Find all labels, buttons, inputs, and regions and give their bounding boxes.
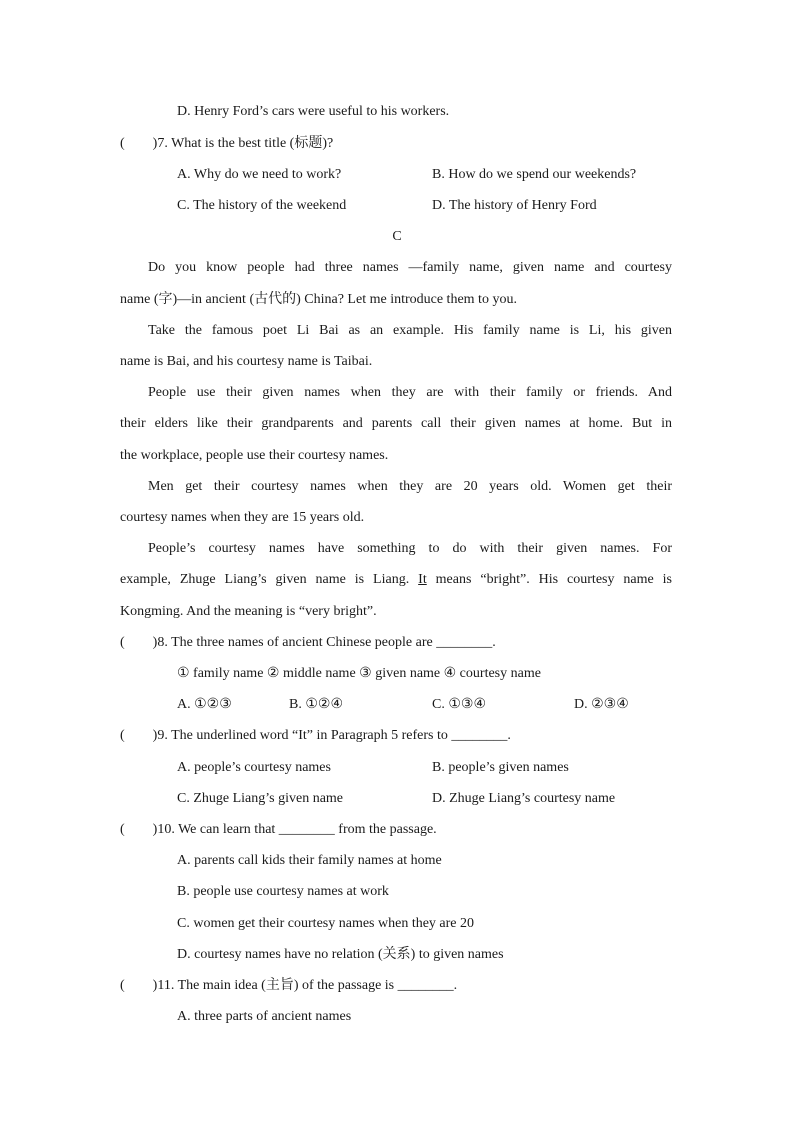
q7-option-c: C. The history of the weekend bbox=[177, 198, 347, 213]
question-number: )7. bbox=[152, 136, 168, 151]
passage-p1-line2: name (字)—in ancient (古代的) China? Let me introduce them to you. bbox=[120, 292, 517, 307]
passage-p5-line2 bbox=[120, 571, 672, 589]
question-stem: The main idea (主旨) of the passage is ________. bbox=[174, 978, 458, 993]
answer-paren-open: ( bbox=[120, 635, 125, 650]
q6-option-d: D. Henry Ford’s cars were useful to his workers. bbox=[177, 104, 450, 119]
section-label: C bbox=[392, 229, 402, 244]
q8-items: ① family name ② middle name ③ given name ④ courtesy name bbox=[177, 666, 541, 681]
q9-option-b: B. people’s given names bbox=[432, 760, 569, 775]
question-7 bbox=[120, 135, 333, 153]
passage-p5-line2-end: means “bright”. His courtesy name is bbox=[426, 572, 673, 587]
q7-option-b: B. How do we spend our weekends? bbox=[432, 167, 637, 182]
q10-option-a: A. parents call kids their family names at home bbox=[177, 853, 442, 868]
q9-option-c: C. Zhuge Liang’s given name bbox=[177, 791, 344, 806]
answer-paren-open: ( bbox=[120, 822, 125, 837]
question-number: )11. bbox=[152, 978, 175, 993]
question-9 bbox=[120, 727, 511, 745]
passage-p3-line3: the workplace, people use their courtesy names. bbox=[120, 448, 389, 463]
answer-paren-open: ( bbox=[120, 978, 125, 993]
passage-p2-line1: Take the famous poet Li Bai as an example. His family name is Li, his given bbox=[148, 323, 672, 338]
q11-option-a: A. three parts of ancient names bbox=[177, 1009, 352, 1024]
passage-p3-line2: their elders like their grandparents and parents call their given names at home. But in bbox=[120, 416, 672, 431]
q8-option-b: B. ①②④ bbox=[289, 697, 343, 712]
passage-p4-line1: Men get their courtesy names when they are 20 years old. Women get their bbox=[148, 479, 672, 494]
passage-p5-line3: Kongming. And the meaning is “very bright”. bbox=[120, 604, 377, 619]
q7-option-a: A. Why do we need to work? bbox=[177, 167, 342, 182]
q10-option-c: C. women get their courtesy names when they are 20 bbox=[177, 916, 475, 931]
question-11 bbox=[120, 977, 457, 995]
answer-paren-open: ( bbox=[120, 136, 125, 151]
q10-option-b: B. people use courtesy names at work bbox=[177, 884, 389, 899]
q8-option-a: A. ①②③ bbox=[177, 697, 232, 712]
passage-p1-line1: Do you know people had three names —family name, given name and courtesy bbox=[148, 260, 672, 275]
question-stem: The three names of ancient Chinese people are ________. bbox=[167, 635, 496, 650]
question-stem: What is the best title (标题)? bbox=[167, 136, 334, 151]
question-number: )10. bbox=[152, 822, 175, 837]
q8-option-d: D. ②③④ bbox=[574, 697, 629, 712]
passage-p5-line2-start: example, Zhuge Liang’s given name is Liang. bbox=[120, 572, 419, 587]
underlined-word-it: It bbox=[418, 572, 427, 587]
question-10 bbox=[120, 821, 437, 839]
q9-option-a: A. people’s courtesy names bbox=[177, 760, 331, 775]
q9-option-d: D. Zhuge Liang’s courtesy name bbox=[432, 791, 616, 806]
passage-p5-line1: People’s courtesy names have something to do with their given names. For bbox=[148, 541, 672, 556]
question-stem: The underlined word “It” in Paragraph 5 refers to ________. bbox=[167, 728, 511, 743]
passage-p2-line2: name is Bai, and his courtesy name is Taibai. bbox=[120, 354, 373, 369]
q8-option-c: C. ①③④ bbox=[432, 697, 486, 712]
question-8 bbox=[120, 634, 496, 652]
question-number: )9. bbox=[152, 728, 168, 743]
question-number: )8. bbox=[152, 635, 168, 650]
passage-p3-line1: People use their given names when they are with their family or friends. And bbox=[148, 385, 672, 400]
answer-paren-open: ( bbox=[120, 728, 125, 743]
question-stem: We can learn that ________ from the passage. bbox=[174, 822, 437, 837]
passage-p4-line2: courtesy names when they are 15 years old. bbox=[120, 510, 365, 525]
q7-option-d: D. The history of Henry Ford bbox=[432, 198, 597, 213]
q10-option-d: D. courtesy names have no relation (关系) to given names bbox=[177, 947, 504, 962]
